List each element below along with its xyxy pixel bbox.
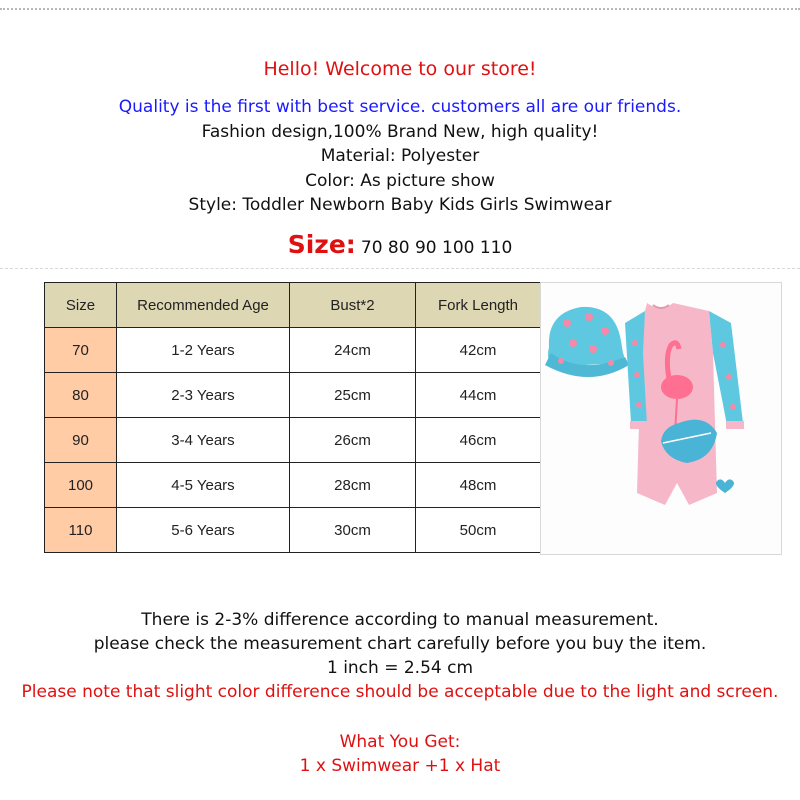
welcome-text: Hello! Welcome to our store! — [263, 58, 537, 80]
swimsuit-icon — [625, 303, 744, 505]
cell-bust: 30cm — [290, 508, 416, 553]
size-values: 70 80 90 100 110 — [360, 238, 513, 258]
color-note-text: Please note that slight color difference should be acceptable due to the light and screen. — [21, 682, 779, 702]
what-you-get-items: 1 x Swimwear +1 x Hat — [299, 756, 501, 776]
inch-text: 1 inch = 2.54 cm — [326, 658, 474, 678]
style-text: Style: Toddler Newborn Baby Kids Girls Swimwear — [188, 195, 612, 215]
cell-bust: 26cm — [290, 418, 416, 463]
header-fork-length: Fork Length — [416, 283, 541, 328]
cell-age: 1-2 Years — [117, 328, 290, 373]
cell-age: 3-4 Years — [117, 418, 290, 463]
product-photo — [540, 282, 782, 555]
cell-fork-length: 50cm — [416, 508, 541, 553]
table-header-row — [45, 283, 541, 328]
header-size: Size — [45, 283, 117, 328]
fashion-text: Fashion design,100% Brand New, high quality! — [201, 122, 599, 142]
table-row — [45, 328, 541, 373]
top-dotted-line — [0, 8, 800, 10]
table-row — [45, 508, 541, 553]
what-you-get-title: What You Get: — [339, 732, 461, 752]
cell-fork-length: 48cm — [416, 463, 541, 508]
cell-age: 2-3 Years — [117, 373, 290, 418]
cell-fork-length: 42cm — [416, 328, 541, 373]
cell-fork-length: 44cm — [416, 373, 541, 418]
section-divider — [0, 268, 800, 269]
header-age: Recommended Age — [117, 283, 290, 328]
cell-bust: 28cm — [290, 463, 416, 508]
swimwear-illustration — [541, 283, 781, 554]
quality-text: Quality is the first with best service. customers all are our friends. — [118, 97, 682, 117]
table-row — [45, 373, 541, 418]
header-bust: Bust*2 — [290, 283, 416, 328]
table-row — [45, 463, 541, 508]
cell-size: 70 — [45, 328, 117, 373]
cell-bust: 25cm — [290, 373, 416, 418]
color-text: Color: As picture show — [305, 171, 495, 191]
cell-age: 5-6 Years — [117, 508, 290, 553]
cell-size: 100 — [45, 463, 117, 508]
hat-icon — [545, 307, 629, 377]
cell-fork-length: 46cm — [416, 418, 541, 463]
cell-size: 80 — [45, 373, 117, 418]
material-text: Material: Polyester — [320, 146, 480, 166]
cell-age: 4-5 Years — [117, 463, 290, 508]
check-text: please check the measurement chart carefully before you buy the item. — [93, 634, 707, 654]
size-colon: : — [345, 230, 356, 259]
cell-size: 90 — [45, 418, 117, 463]
size-label: Size — [287, 230, 346, 259]
size-chart-table — [44, 282, 541, 553]
table-row — [45, 418, 541, 463]
difference-text: There is 2-3% difference according to manual measurement. — [141, 610, 659, 630]
size-line — [0, 230, 800, 259]
cell-size: 110 — [45, 508, 117, 553]
cell-bust: 24cm — [290, 328, 416, 373]
